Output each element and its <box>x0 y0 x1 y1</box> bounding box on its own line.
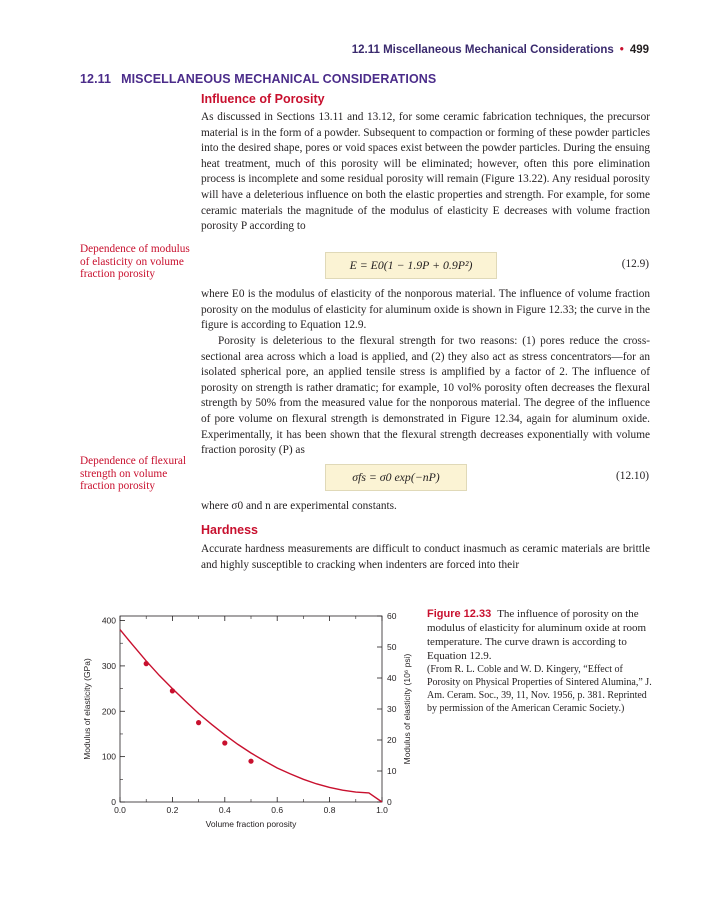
figure-label: Figure 12.33 <box>427 608 492 620</box>
x-tick-label: 1.0 <box>376 805 388 815</box>
equation-number-12-10: (12.10) <box>616 470 649 482</box>
y-right-tick-label: 30 <box>387 704 397 714</box>
y-right-tick-label: 20 <box>387 735 397 745</box>
plot-frame <box>120 616 382 802</box>
paragraph-3: Porosity is deleterious to the flexural strength for two reasons: (1) pores reduce the cross-sectional area across which a load is applied, and (2) they also act as stress concentrators—for an isolated spherical pore, an applied tensile stress is amplified by a factor of 2. The influence of porosity on strength is rather dramatic; for example, 10 vol% porosity often decreases the flexural strength by 50% from the measured value for the nonporous material. The degree of the influence of pore volume on flexural strength is demonstrated in Figure 12.34, again for aluminum oxide. Experimentally, it has been shown that the flexural strength decreases exponentially with volume fraction porosity (P) as <box>201 335 650 457</box>
y-right-tick-label: 0 <box>387 797 392 807</box>
data-point <box>144 661 149 666</box>
data-point <box>196 720 201 725</box>
equation-12-9: E = E0(1 − 1.9P + 0.9P²) <box>325 252 497 279</box>
data-point <box>170 688 175 693</box>
y-tick-label: 400 <box>101 615 116 626</box>
section-title: MISCELLANEOUS MECHANICAL CONSIDERATIONS <box>121 72 437 86</box>
running-title: 12.11 Miscellaneous Mechanical Considerations <box>351 44 614 56</box>
x-tick-label: 0.8 <box>323 805 336 815</box>
margin-note-strength: Dependence of flexural strength on volume fraction porosity <box>80 455 187 493</box>
equation-number-12-9: (12.9) <box>621 258 649 270</box>
paragraph-1: As discussed in Sections 13.11 and 13.12, for some ceramic fabrication techniques, the precursor material is in the form of a powder. Subsequent to compaction or forming of these powder particles into the desired shape, pores or void spaces exist between the powder particles. During the ensuing heat treatment, much of this porosity will be eliminated; however, often this pore elimination process is incomplete and some residual porosity will remain (Figure 13.22). Any residual porosity will have a deleterious influence on both the elastic properties and strength. For example, for some ceramic materials the magnitude of the modulus of elasticity E decreases with volume fraction porosity P according to <box>201 111 650 233</box>
y-right-tick-label: 40 <box>387 673 397 683</box>
subsection-heading-porosity: Influence of Porosity <box>201 92 325 106</box>
paragraph-2: where E0 is the modulus of elasticity of the nonporous material. The influence of volume fraction porosity on the modulus of elasticity for aluminum oxide is shown in Figure 12.33; the curve in the figure is according to Equation 12.9. <box>201 288 650 332</box>
figure-source: (From R. L. Coble and W. D. Kingery, “Effect of Porosity on Physical Properties of Sintered Alumina,” J. Am. Ceram. Soc., 39, 11, Nov. 1956, p. 381. Reprinted by permission of the American Ceramic Society.) <box>427 664 652 714</box>
paragraph-5: Accurate hardness measurements are difficult to conduct inasmuch as ceramic materials are brittle and highly susceptible to cracking when indenters are forced into their <box>201 543 650 571</box>
y-tick-label: 300 <box>101 660 116 671</box>
margin-note-modulus: Dependence of modulus of elasticity on volume fraction porosity <box>80 243 190 281</box>
y-right-tick-label: 10 <box>387 766 397 776</box>
equation-curve <box>120 630 382 802</box>
x-tick-label: 0.4 <box>218 805 231 815</box>
page-number: 499 <box>629 44 649 56</box>
modulus-porosity-chart <box>80 604 420 844</box>
section-number: 12.11 <box>80 72 112 86</box>
y-right-tick-label: 50 <box>387 642 397 652</box>
equation-12-10: σfs = σ0 exp(−nP) <box>325 464 467 491</box>
figure-caption <box>427 607 652 715</box>
subsection-heading-hardness: Hardness <box>201 523 258 537</box>
data-point <box>222 740 227 745</box>
x-axis-label: Volume fraction porosity <box>205 819 297 829</box>
x-tick-label: 0.6 <box>271 805 284 815</box>
x-tick-label: 0.0 <box>114 805 126 815</box>
data-point <box>248 759 253 764</box>
y-right-tick-label: 60 <box>387 611 397 621</box>
section-heading <box>80 72 436 86</box>
paragraph-4: where σ0 and n are experimental constants. <box>201 500 397 512</box>
figure-caption-text: The influence of porosity on the modulus of elasticity for aluminum oxide at room temperature. The curve drawn is according to Equation 12.9. <box>427 608 647 662</box>
y-tick-label: 0 <box>111 797 116 807</box>
bullet-separator: • <box>619 44 624 56</box>
y-axis-label: Modulus of elasticity (GPa) <box>82 658 92 760</box>
x-tick-label: 0.2 <box>166 805 179 815</box>
y-tick-label: 100 <box>101 751 116 762</box>
y-right-axis-label: Modulus of elasticity (10⁶ psi) <box>402 653 412 765</box>
running-header <box>352 44 649 56</box>
y-tick-label: 200 <box>101 706 116 717</box>
